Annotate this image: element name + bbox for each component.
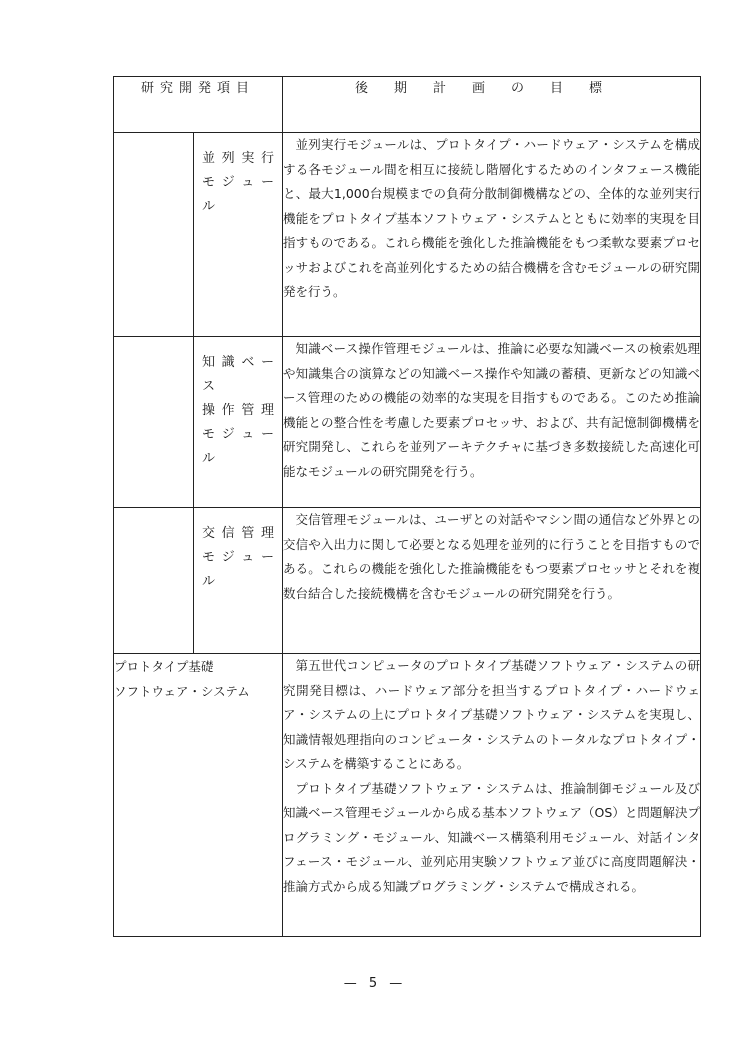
page-number: — 5 — (343, 976, 407, 991)
module-label: 並列実行 モジュール (202, 151, 276, 214)
item-cell (114, 654, 283, 937)
goal-cell (283, 508, 701, 654)
goal-cell (283, 133, 701, 337)
table-row-parallel-execution (114, 133, 701, 337)
goal-paragraph: 交信管理モジュールは、ユーザとの対話やマシン間の通信など外界との交信や入出力に関して必要となる処理を並列的に行うことを目指すものである。これらの機能を強化した推論機能をもつ要素プロセッサとそれを複数台結合した接続機構を含むモジュールの研究開発を行う。 (283, 512, 700, 601)
item-cell (114, 133, 283, 337)
goal-paragraph: 知識ベース操作管理モジュールは、推論に必要な知識ベースの検索処理や知識集合の演算などの知識ベース操作や知識の蓄積、更新などの知識ベース管理のための機能の効率的な実現を目指すものである。このため推論機能との整合性を考慮した要素プロセッサ、および、共有記憶制御機構を研究開発し、これらを並列アーキテクチャに基づき多数接続した高速化可能なモジュールの研究開発を行う。 (283, 341, 700, 479)
table-row-communication (114, 508, 701, 654)
table-row-prototype-software (114, 654, 701, 937)
goal-paragraph: 並列実行モジュールは、プロトタイプ・ハードウェア・システムを構成する各モジュール間を相互に接続し階層化するためのインタフェース機能と、最大1,000台規模までの負荷分散制御機構などの、全体的な並列実行機能をプロトタイプ基本ソフトウェア・システムとともに効率的実現を目指すものである。これら機能を強化した推論機能をもつ柔軟な要素プロセッサおよびこれを高並列化するための結合機構を含むモジュールの研究開発を行う。 (283, 137, 700, 299)
module-label: 知識ベース 操作管理 モジュール (202, 355, 276, 466)
table-header-row (114, 77, 701, 133)
item-label: ソフトウェア・システム (114, 684, 250, 699)
header-later-plan-goal: 後期計画の目標 (283, 77, 701, 133)
research-plan-table (113, 76, 701, 937)
table-row-knowledge-base (114, 337, 701, 508)
item-cell (114, 508, 283, 654)
goal-cell (283, 337, 701, 508)
item-label: プロトタイプ基礎 (114, 659, 214, 674)
header-research-item: 研究開発項目 (114, 77, 283, 133)
goal-paragraph: 第五世代コンピュータのプロトタイプ基礎ソフトウェア・システムの研究開発目標は、ハードウェア部分を担当するプロトタイプ・ハードウェア・システムの上にプロトタイプ基礎ソフトウェア・システムを実現し、知識情報処理指向のコンピュータ・システムのトータルなプロトタイプ・システムを構築することにある。 (283, 658, 700, 771)
goal-cell (283, 654, 701, 937)
module-label: 交信管理 モジュール (202, 526, 276, 589)
goal-paragraph: プロトタイプ基礎ソフトウェア・システムは、推論制御モジュール及び知識ベース管理モジュールから成る基本ソフトウェア（OS）と問題解決プログラミング・モジュール、知識ベース構築利用モジュール、対話インタフェース・モジュール、並列応用実験ソフトウェア並びに高度問題解決・推論方式から成る知識プログラミング・システムで構成される。 (283, 780, 700, 894)
item-cell (114, 337, 283, 508)
